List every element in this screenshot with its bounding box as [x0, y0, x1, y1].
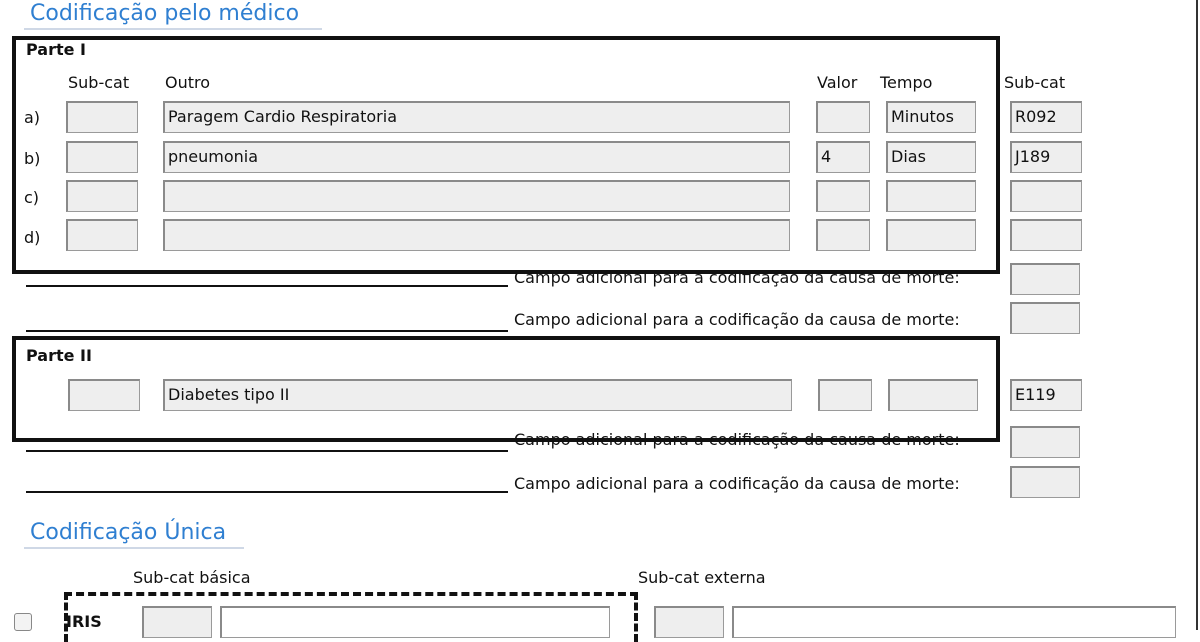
subcat-externa-field[interactable] [654, 606, 724, 638]
campo-adicional-4-label: Campo adicional para a codificação da causa de morte: [514, 474, 960, 493]
header-valor: Valor [817, 73, 858, 92]
subcat-basica-label: Sub-cat básica [133, 568, 251, 587]
row-c-subcat-right-field[interactable] [1010, 180, 1082, 212]
row-d-tempo-field[interactable] [886, 219, 976, 251]
row-d-subcat-right-field[interactable] [1010, 219, 1082, 251]
campo-adicional-1-line [26, 285, 508, 287]
row-d-subcat-field[interactable] [66, 219, 138, 251]
row-d-outro-field[interactable] [163, 219, 790, 251]
row-b-letter: b) [24, 149, 41, 168]
row-b-outro-field[interactable]: pneumonia [163, 141, 790, 173]
row-a-outro-field[interactable]: Paragem Cardio Respiratoria [163, 101, 790, 133]
row-a-subcat-right-field[interactable]: R092 [1010, 101, 1082, 133]
campo-adicional-4-line [26, 491, 508, 493]
row-d-valor-field[interactable] [816, 219, 870, 251]
parte2-label: Parte II [26, 346, 92, 365]
row-b-subcat-right-field[interactable]: J189 [1010, 141, 1082, 173]
subcat-basica-desc-field[interactable] [220, 606, 610, 638]
row-d-letter: d) [24, 228, 41, 247]
iris-label: IRIS [66, 612, 102, 631]
row-a-valor-field[interactable] [816, 101, 870, 133]
subcat-basica-field[interactable] [142, 606, 212, 638]
campo-adicional-2-line [26, 330, 508, 332]
section-title-medico: Codificação pelo médico [24, 1, 322, 30]
parte1-label: Parte I [26, 40, 87, 59]
row-b-tempo-field[interactable]: Dias [886, 141, 976, 173]
campo-adicional-3-line [26, 450, 508, 452]
campo-adicional-2-field[interactable] [1010, 302, 1080, 334]
campo-adicional-2-label: Campo adicional para a codificação da causa de morte: [514, 310, 960, 329]
header-subcat: Sub-cat [68, 73, 130, 92]
page-right-border [1196, 0, 1198, 630]
campo-adicional-1-field[interactable] [1010, 263, 1080, 295]
row-c-subcat-field[interactable] [66, 180, 138, 212]
header-tempo: Tempo [880, 73, 933, 92]
subcat-externa-desc-field[interactable] [732, 606, 1176, 638]
campo-adicional-3-label: Campo adicional para a codificação da causa de morte: [514, 430, 960, 449]
row-c-letter: c) [24, 188, 40, 207]
parte2-valor-field[interactable] [818, 379, 872, 411]
header-outro: Outro [165, 73, 211, 92]
campo-adicional-3-field[interactable] [1010, 426, 1080, 458]
campo-adicional-4-field[interactable] [1010, 466, 1080, 498]
row-b-valor-field[interactable]: 4 [816, 141, 870, 173]
subcat-externa-label: Sub-cat externa [638, 568, 766, 587]
iris-checkbox[interactable] [14, 613, 32, 631]
parte2-tempo-field[interactable] [888, 379, 978, 411]
row-a-letter: a) [24, 108, 41, 127]
section-title-unica: Codificação Única [24, 520, 244, 549]
parte2-outro-field[interactable]: Diabetes tipo II [163, 379, 792, 411]
row-a-subcat-field[interactable] [66, 101, 138, 133]
row-c-tempo-field[interactable] [886, 180, 976, 212]
header-subcat-right: Sub-cat [1004, 73, 1066, 92]
row-b-subcat-field[interactable] [66, 141, 138, 173]
campo-adicional-1-label: Campo adicional para a codificação da causa de morte: [514, 268, 960, 287]
row-c-outro-field[interactable] [163, 180, 790, 212]
parte2-subcat-right-field[interactable]: E119 [1010, 379, 1082, 411]
parte2-subcat-field[interactable] [68, 379, 140, 411]
row-a-tempo-field[interactable]: Minutos [886, 101, 976, 133]
row-c-valor-field[interactable] [816, 180, 870, 212]
